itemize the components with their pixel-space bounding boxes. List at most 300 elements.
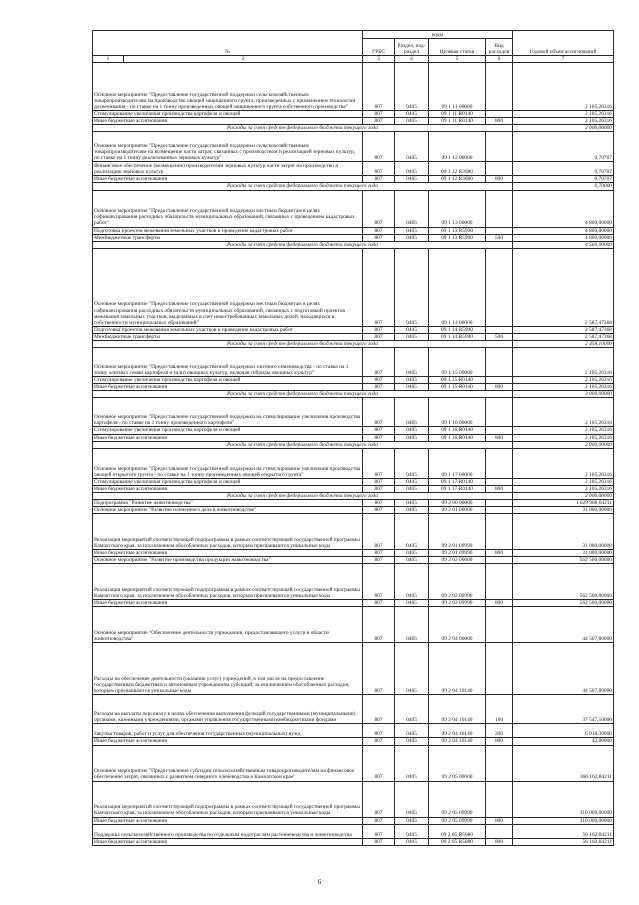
row-expense-type — [486, 190, 513, 227]
federal-budget-note-row — [93, 441, 614, 448]
row-section-code: 0405 — [395, 234, 429, 241]
row-expense-type — [486, 824, 513, 838]
row-target-article: 09 1 13 00000 — [429, 190, 486, 227]
row-expense-type — [486, 507, 513, 514]
row-description: Иные бюджетные ассигнования — [93, 485, 363, 492]
row-annual-volume: 56 162,84211 — [513, 838, 614, 845]
row-grbs-code: 807 — [363, 478, 395, 485]
row-grbs-code: 807 — [363, 384, 395, 391]
federal-budget-note: Расходы за счет средств федерального бюджета текущего года — [93, 183, 513, 190]
row-description: Иные бюджетные ассигнования — [93, 384, 363, 391]
row-section-code: 0405 — [395, 507, 429, 514]
table-row — [93, 348, 614, 377]
federal-budget-note-row — [93, 492, 614, 499]
row-description: Иные бюджетные ассигнования — [93, 738, 363, 745]
row-expense-type: 800 — [486, 550, 513, 557]
budget-table — [92, 30, 614, 846]
header-number: № — [93, 31, 363, 56]
row-target-article: 09 2 04 10140 — [429, 738, 486, 745]
row-section-code: 0405 — [395, 643, 429, 695]
row-grbs-code: 807 — [363, 643, 395, 695]
row-expense-type — [486, 564, 513, 600]
row-annual-volume: 2 105,26316 — [513, 448, 614, 478]
row-grbs-code: 807 — [363, 485, 395, 492]
row-target-article: 09 1 14 R5990 — [429, 326, 486, 333]
row-target-article: 09 1 16 R0140 — [429, 434, 486, 441]
row-grbs-code: 807 — [363, 781, 395, 817]
federal-budget-note: Расходы за счет средств федерального бюджета текущего года — [93, 341, 513, 348]
table-row — [93, 557, 614, 564]
row-expense-type: 800 — [486, 600, 513, 607]
table-row — [93, 745, 614, 781]
row-annual-volume: 2 105,26316 — [513, 111, 614, 118]
table-row — [93, 176, 614, 183]
header-annual-volume: Годовой объем ассигнований — [513, 31, 614, 56]
row-target-article: 09 2 05 R5080 — [429, 838, 486, 845]
row-description: Подготовка проектов межевания земельных участков и проведение кадастровых работ — [93, 227, 363, 234]
row-description: Основное мероприятие "Предоставление государственной поддержки на стимулирование увеличения производства овощей открытого грунта - по ставке на 1 тонну произведенных овощей открытого грунта" — [93, 448, 363, 478]
row-expense-type — [486, 607, 513, 643]
row-target-article: 09 2 05 09990 — [429, 781, 486, 817]
row-target-article: 09 2 01 09990 — [429, 514, 486, 550]
row-grbs-code: 807 — [363, 550, 395, 557]
row-annual-volume: 0,70707 — [513, 176, 614, 183]
row-annual-volume: 56 162,84211 — [513, 824, 614, 838]
row-annual-volume: 2 587,47368 — [513, 326, 614, 333]
row-expense-type — [486, 377, 513, 384]
table-row — [93, 514, 614, 550]
row-expense-type — [486, 63, 513, 111]
row-grbs-code: 807 — [363, 227, 395, 234]
row-description: Основное мероприятие "Развитие производства продукции животноводства" — [93, 557, 363, 564]
row-annual-volume: 2 587,47368 — [513, 333, 614, 340]
row-section-code: 0405 — [395, 176, 429, 183]
row-description: Расходы на обеспечение деятельности (оказание услуг) учреждений, в том числе на предоставление государственным бюджетным и автономным учреждениям субсидий, за исключением обособленных расходов, которым присваиваются уникальные коды — [93, 643, 363, 695]
row-annual-volume: 2 105,26316 — [513, 485, 614, 492]
row-description: Подпрограмма "Развитие животноводства" — [93, 499, 363, 506]
row-target-article: 09 1 14 00000 — [429, 248, 486, 326]
row-annual-volume: 562 500,00000 — [513, 600, 614, 607]
row-target-article: 09 2 02 09990 — [429, 600, 486, 607]
row-target-article: 09 1 12 00000 — [429, 132, 486, 162]
row-target-article: 09 1 11 R0140 — [429, 111, 486, 118]
federal-budget-note: Расходы за счет средств федерального бюджета текущего года — [93, 492, 513, 499]
row-description: Основное мероприятие "Предоставление государственной поддержки сельскохозяйственным товаропроизводителям на возмещение части затрат, связанных с производством и реализацией зерновых культур, по ставке на 1 тонну реализованных зерновых культур" — [93, 132, 363, 162]
table-row — [93, 499, 614, 506]
row-section-code: 0405 — [395, 600, 429, 607]
row-description: Расходы на выплаты персоналу в целях обеспечения выполнения функций государственными (муниципальными) органами, казенными учреждениями, органами управления государственными внебюджетными фондами — [93, 695, 363, 724]
row-description: Подготовка проектов межевания земельных участков и проведение кадастровых работ — [93, 326, 363, 333]
row-target-article: 09 1 15 00000 — [429, 348, 486, 377]
table-row — [93, 507, 614, 514]
row-description: Основное мероприятие "Предоставление государственной поддержки на стимулирование увеличения производства картофеля - по ставке на 1 тонну произведенного картофеля" — [93, 398, 363, 427]
row-target-article: 09 1 17 00000 — [429, 448, 486, 478]
row-target-article: 09 2 02 00000 — [429, 557, 486, 564]
row-annual-volume: 4 800,00000 — [513, 227, 614, 234]
federal-budget-note-row — [93, 341, 614, 348]
row-target-article: 09 2 04 10140 — [429, 724, 486, 738]
row-expense-type: 800 — [486, 118, 513, 125]
row-expense-type — [486, 448, 513, 478]
row-annual-volume: 2 105,26316 — [513, 478, 614, 485]
row-section-code: 0405 — [395, 63, 429, 111]
row-target-article: 09 2 04 10140 — [429, 643, 486, 695]
row-grbs-code: 807 — [363, 176, 395, 183]
row-expense-type — [486, 514, 513, 550]
row-expense-type — [486, 478, 513, 485]
row-target-article: 09 2 01 00000 — [429, 507, 486, 514]
row-section-code: 0405 — [395, 326, 429, 333]
row-grbs-code: 807 — [363, 745, 395, 781]
row-section-code: 0405 — [395, 557, 429, 564]
row-section-code: 0405 — [395, 724, 429, 738]
row-expense-type — [486, 745, 513, 781]
row-description: Основное мероприятие "Предоставление государственной поддержки элитного семеноводства - по ставке на 1 тонну элитных семян картофеля и (или) овощных культур, включая гибриды овощных культур" — [93, 348, 363, 377]
row-target-article: 09 1 16 00000 — [429, 398, 486, 427]
table-row — [93, 600, 614, 607]
table-row — [93, 607, 614, 643]
federal-budget-note-row — [93, 391, 614, 398]
row-target-article: 09 1 15 R0140 — [429, 377, 486, 384]
row-description: Финансовое обеспечение (возмещение) производителям зерновых культур части затрат на производство и реализацию зерновых культур — [93, 162, 363, 176]
row-description: Основное мероприятие "Предоставление государственной поддержки местным бюджетам в целях софинансирования расходных обязательств муниципальных образований, связанных с подготовкой проектов межевания земельных участков, выделяемых в счет невостребованных земельных долей, находящихся в собственности муниципальных образований" — [93, 248, 363, 326]
row-annual-volume: 562 500,00000 — [513, 564, 614, 600]
row-description: Основное мероприятие "Обеспечение деятельности учреждения, предоставляющего услуги в области животноводства" — [93, 607, 363, 643]
row-grbs-code: 807 — [363, 557, 395, 564]
federal-budget-amount: 2 000,00000 — [513, 441, 614, 448]
row-target-article: 09 2 05 R5080 — [429, 824, 486, 838]
row-annual-volume: 37 547,50000 — [513, 695, 614, 724]
row-section-code: 0405 — [395, 550, 429, 557]
row-expense-type: 200 — [486, 724, 513, 738]
header-section: Раздел, под-раздел — [395, 39, 429, 56]
table-row — [93, 190, 614, 227]
header-codes: коды — [363, 31, 513, 39]
row-grbs-code: 807 — [363, 499, 395, 506]
row-expense-type — [486, 348, 513, 377]
row-grbs-code: 807 — [363, 427, 395, 434]
row-section-code: 0405 — [395, 564, 429, 600]
row-expense-type: 500 — [486, 234, 513, 241]
federal-budget-note-row — [93, 125, 614, 132]
federal-budget-amount: 0,70000 — [513, 183, 614, 190]
row-target-article: 09 1 17 R0140 — [429, 478, 486, 485]
row-expense-type — [486, 132, 513, 162]
table-header — [93, 31, 614, 63]
table-row — [93, 162, 614, 176]
table-body — [93, 63, 614, 846]
row-grbs-code: 807 — [363, 162, 395, 176]
table-row — [93, 478, 614, 485]
table-row — [93, 333, 614, 340]
row-expense-type — [486, 557, 513, 564]
row-expense-type — [486, 326, 513, 333]
table-row — [93, 643, 614, 695]
row-annual-volume: 42,00000 — [513, 738, 614, 745]
row-annual-volume: 2 105,26316 — [513, 398, 614, 427]
row-target-article: 09 1 11 00000 — [429, 63, 486, 111]
row-annual-volume: 0,70707 — [513, 162, 614, 176]
row-annual-volume: 2 587,47368 — [513, 248, 614, 326]
row-annual-volume: 0,70707 — [513, 132, 614, 162]
col-number-1-2 — [93, 56, 363, 63]
row-annual-volume: 310 000,00000 — [513, 817, 614, 824]
row-grbs-code: 807 — [363, 434, 395, 441]
row-expense-type — [486, 111, 513, 118]
row-target-article: 09 2 01 09990 — [429, 550, 486, 557]
row-section-code: 0405 — [395, 738, 429, 745]
row-description: Реализация мероприятий соответствующей подпрограммы в рамках соответствующей государственной программы Камчатского края, за исключением обособленных расходов, которым присваиваются уникальные коды — [93, 781, 363, 817]
federal-budget-note: Расходы за счет средств федерального бюджета текущего года — [93, 125, 513, 132]
table-row — [93, 838, 614, 845]
row-target-article: 09 1 16 R0140 — [429, 427, 486, 434]
row-expense-type — [486, 643, 513, 695]
row-description: Реализация мероприятий соответствующей подпрограммы в рамках соответствующей государственной программы Камчатского края, за исключением обособленных расходов, которым присваиваются уникальные коды — [93, 514, 363, 550]
row-grbs-code: 807 — [363, 234, 395, 241]
row-section-code: 0405 — [395, 607, 429, 643]
row-target-article: 09 1 13 R5990 — [429, 227, 486, 234]
federal-budget-amount: 2 458,10000 — [513, 341, 614, 348]
row-grbs-code: 807 — [363, 190, 395, 227]
row-section-code: 0405 — [395, 348, 429, 377]
row-target-article: 09 1 12 R3680 — [429, 176, 486, 183]
row-grbs-code: 807 — [363, 817, 395, 824]
row-description: Иные бюджетные ассигнования — [93, 550, 363, 557]
table-row — [93, 118, 614, 125]
row-description: Закупка товаров, работ и услуг для обеспечения государственных (муниципальных) нужд — [93, 724, 363, 738]
col-number-1: 1 — [93, 56, 124, 62]
row-section-code: 0405 — [395, 448, 429, 478]
table-row — [93, 234, 614, 241]
row-grbs-code: 807 — [363, 838, 395, 845]
table-row — [93, 824, 614, 838]
federal-budget-note-row — [93, 241, 614, 248]
col-number-4: 4 — [395, 56, 429, 63]
header-expense-type: Вид расходов — [486, 39, 513, 56]
row-expense-type: 800 — [486, 384, 513, 391]
row-section-code: 0405 — [395, 111, 429, 118]
row-section-code: 0405 — [395, 384, 429, 391]
row-grbs-code: 807 — [363, 63, 395, 111]
row-grbs-code: 807 — [363, 326, 395, 333]
table-row — [93, 398, 614, 427]
row-expense-type — [486, 398, 513, 427]
row-section-code: 0405 — [395, 132, 429, 162]
row-description: Поддержка сельскохозяйственного производства по отдельным подотраслям растениеводства и животноводства — [93, 824, 363, 838]
table-row — [93, 448, 614, 478]
row-annual-volume: 31 000,00000 — [513, 507, 614, 514]
row-section-code: 0405 — [395, 427, 429, 434]
col-number-6: 6 — [486, 56, 513, 63]
row-target-article: 09 1 12 R3680 — [429, 162, 486, 176]
row-expense-type: 800 — [486, 738, 513, 745]
row-annual-volume: 4 800,00000 — [513, 234, 614, 241]
federal-budget-note-row — [93, 183, 614, 190]
row-target-article: 09 2 02 09990 — [429, 564, 486, 600]
table-row — [93, 695, 614, 724]
row-section-code: 0405 — [395, 190, 429, 227]
table-row — [93, 227, 614, 234]
row-section-code: 0405 — [395, 499, 429, 506]
row-grbs-code: 807 — [363, 132, 395, 162]
header-grbs: ГРБС — [363, 39, 395, 56]
row-section-code: 0405 — [395, 162, 429, 176]
federal-budget-amount: 2 000,00000 — [513, 391, 614, 398]
federal-budget-amount: 2 000,00000 — [513, 125, 614, 132]
table-row — [93, 132, 614, 162]
row-grbs-code: 807 — [363, 738, 395, 745]
row-description: Основное мероприятие "Предоставление субсидии сельскохозяйственным товаропроизводителям на финансовое обеспечение затрат, связанных с развитием северного оленеводства в Камчатском крае" — [93, 745, 363, 781]
table-row — [93, 817, 614, 824]
row-section-code: 0405 — [395, 227, 429, 234]
row-section-code: 0405 — [395, 745, 429, 781]
page-number: 6 — [317, 878, 322, 886]
row-grbs-code: 807 — [363, 377, 395, 384]
col-number-3: 3 — [363, 56, 395, 63]
row-description: Стимулирование увеличения производства картофеля и овощей — [93, 111, 363, 118]
col-number-2: 2 — [241, 56, 245, 63]
row-section-code: 0405 — [395, 248, 429, 326]
row-annual-volume: 2 105,26316 — [513, 348, 614, 377]
row-section-code: 0405 — [395, 817, 429, 824]
row-description: Основное мероприятие "Развитие племенного дела в животноводстве" — [93, 507, 363, 514]
row-target-article: 09 2 05 09990 — [429, 817, 486, 824]
row-expense-type: 800 — [486, 485, 513, 492]
row-grbs-code: 807 — [363, 724, 395, 738]
row-description: Основное мероприятие "Предоставление государственной поддержки местным бюджетам в целях софинансирования расходных обязательств муниципальных образований, связанных с проведением кадастровых работ" — [93, 190, 363, 227]
row-expense-type — [486, 499, 513, 506]
federal-budget-note: Расходы за счет средств федерального бюджета текущего года — [93, 391, 513, 398]
row-section-code: 0405 — [395, 118, 429, 125]
row-expense-type: 500 — [486, 333, 513, 340]
col-number-5: 5 — [429, 56, 486, 63]
row-grbs-code: 807 — [363, 333, 395, 340]
federal-budget-note: Расходы за счет средств федерального бюджета текущего года — [93, 441, 513, 448]
row-section-code: 0405 — [395, 478, 429, 485]
row-target-article: 09 2 04 10140 — [429, 695, 486, 724]
row-expense-type — [486, 427, 513, 434]
row-description: Иные бюджетные ассигнования — [93, 434, 363, 441]
row-expense-type: 800 — [486, 434, 513, 441]
table-row — [93, 427, 614, 434]
row-description: Иные бюджетные ассигнования — [93, 817, 363, 824]
table-row — [93, 485, 614, 492]
row-target-article: 09 2 05 00000 — [429, 745, 486, 781]
row-annual-volume: 310 000,00000 — [513, 781, 614, 817]
row-grbs-code: 807 — [363, 607, 395, 643]
row-grbs-code: 807 — [363, 398, 395, 427]
table-row — [93, 377, 614, 384]
row-target-article: 09 2 00 00000 — [429, 499, 486, 506]
row-description: Основное мероприятие "Предоставление государственной поддержки сельскохозяйственным товаропроизводителям на производство овощей защищенного грунта, произведенных с применением технологии досвечивания - по ставке на 1 тонну произведенных овощей защищенного грунта собственного производства" — [93, 63, 363, 111]
row-expense-type — [486, 227, 513, 234]
row-annual-volume: 2 105,26316 — [513, 118, 614, 125]
table-row — [93, 781, 614, 817]
row-annual-volume: 6 918,30000 — [513, 724, 614, 738]
row-grbs-code: 807 — [363, 507, 395, 514]
row-grbs-code: 807 — [363, 564, 395, 600]
federal-budget-amount: 4 560,00000 — [513, 241, 614, 248]
row-grbs-code: 807 — [363, 348, 395, 377]
row-grbs-code: 807 — [363, 448, 395, 478]
table-row — [93, 738, 614, 745]
row-section-code: 0405 — [395, 838, 429, 845]
table-row — [93, 111, 614, 118]
row-expense-type: 800 — [486, 176, 513, 183]
row-annual-volume: 2 105,26316 — [513, 63, 614, 111]
row-expense-type: 800 — [486, 838, 513, 845]
row-target-article: 09 1 14 R5990 — [429, 333, 486, 340]
federal-budget-note: Расходы за счет средств федерального бюджета текущего года — [93, 241, 513, 248]
row-description: Иные бюджетные ассигнования — [93, 600, 363, 607]
row-target-article: 09 1 11 R0140 — [429, 118, 486, 125]
table-row — [93, 248, 614, 326]
row-expense-type — [486, 781, 513, 817]
table-row — [93, 434, 614, 441]
row-grbs-code: 807 — [363, 111, 395, 118]
row-grbs-code: 807 — [363, 514, 395, 550]
table-row — [93, 550, 614, 557]
row-annual-volume: 1 029 988,64211 — [513, 499, 614, 506]
row-section-code: 0405 — [395, 781, 429, 817]
row-section-code: 0405 — [395, 514, 429, 550]
row-annual-volume: 366 162,84211 — [513, 745, 614, 781]
row-description: Иные бюджетные ассигнования — [93, 176, 363, 183]
row-annual-volume: 2 105,26316 — [513, 384, 614, 391]
row-expense-type — [486, 248, 513, 326]
federal-budget-amount: 2 000,00000 — [513, 492, 614, 499]
row-description: Стимулирование увеличения производства картофеля и овощей — [93, 427, 363, 434]
row-grbs-code: 807 — [363, 118, 395, 125]
table-row — [93, 326, 614, 333]
col-number-7: 7 — [513, 56, 614, 63]
row-target-article: 09 1 15 R0140 — [429, 384, 486, 391]
row-annual-volume: 2 105,26316 — [513, 377, 614, 384]
row-description: Стимулирование увеличения производства картофеля и овощей — [93, 377, 363, 384]
row-grbs-code: 807 — [363, 695, 395, 724]
row-section-code: 0405 — [395, 824, 429, 838]
header-target-article: Целевая статья — [429, 39, 486, 56]
row-section-code: 0405 — [395, 398, 429, 427]
row-expense-type: 800 — [486, 817, 513, 824]
row-section-code: 0405 — [395, 333, 429, 340]
row-annual-volume: 2 105,26316 — [513, 434, 614, 441]
row-annual-volume: 31 000,00000 — [513, 514, 614, 550]
row-annual-volume: 562 500,00000 — [513, 557, 614, 564]
row-annual-volume: 2 105,26316 — [513, 427, 614, 434]
row-grbs-code: 807 — [363, 248, 395, 326]
row-grbs-code: 807 — [363, 824, 395, 838]
row-target-article: 09 2 04 00000 — [429, 607, 486, 643]
row-annual-volume: 44 507,80000 — [513, 643, 614, 695]
row-annual-volume: 44 507,80000 — [513, 607, 614, 643]
row-section-code: 0405 — [395, 485, 429, 492]
row-grbs-code: 807 — [363, 600, 395, 607]
row-description: Реализация мероприятий соответствующей подпрограммы в рамках соответствующей государственной программы Камчатского края, за исключением обособленных расходов, которым присваиваются уникальные коды — [93, 564, 363, 600]
row-expense-type — [486, 162, 513, 176]
row-expense-type: 100 — [486, 695, 513, 724]
row-section-code: 0405 — [395, 434, 429, 441]
table-row — [93, 724, 614, 738]
row-target-article: 09 1 17 R0140 — [429, 485, 486, 492]
table-row — [93, 384, 614, 391]
row-section-code: 0405 — [395, 377, 429, 384]
row-description: Стимулирование увеличения производства картофеля и овощей — [93, 478, 363, 485]
row-description: Межбюджетные трансферты — [93, 333, 363, 340]
row-description: Межбюджетные трансферты — [93, 234, 363, 241]
table-row — [93, 63, 614, 111]
row-description: Иные бюджетные ассигнования — [93, 838, 363, 845]
